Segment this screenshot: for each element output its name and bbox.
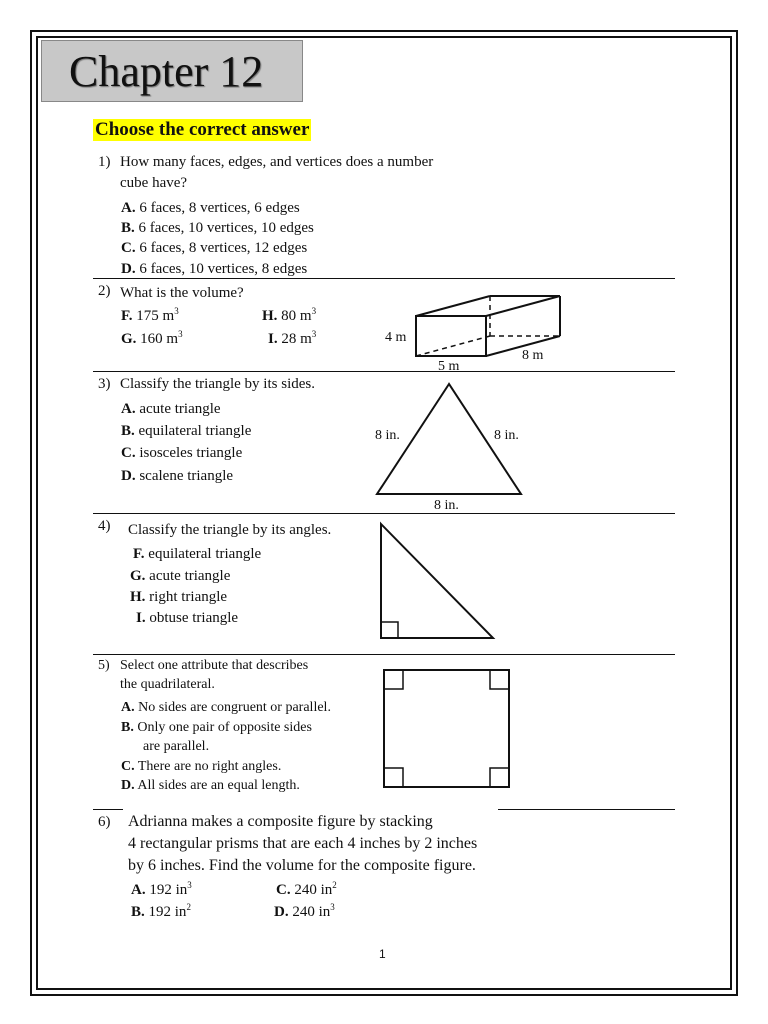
q6-option-c[interactable]: C. 240 $in^2$ [276, 880, 337, 898]
q4-option-h[interactable]: H. right triangle [130, 589, 228, 605]
q5-option-b[interactable]: B. Only one pair of opposite sides [121, 720, 312, 735]
q5-number: 5) [98, 658, 110, 673]
q4-number: 4) [98, 518, 111, 534]
q4-option-i[interactable]: I. obtuse triangle [136, 610, 239, 626]
q1-option-c[interactable]: C. 6 faces, 8 vertices, 12 edges [121, 240, 308, 256]
q5-text-line2: the quadrilateral. [120, 677, 215, 692]
q6-text-line3: by 6 inches. Find the volume for the composite figure. [128, 857, 476, 874]
triangle-bottom-label: 8 in. [434, 498, 459, 513]
q2-option-i[interactable]: I. 28 $m^3$ [268, 329, 317, 347]
prism-height-label: 4 m [385, 330, 407, 345]
triangle-right-label: 8 in. [494, 428, 519, 443]
divider [498, 809, 675, 810]
q6-number: 6) [98, 814, 111, 830]
q5-option-d[interactable]: D. All sides are an equal length. [121, 778, 300, 793]
instruction-highlight: Choose the correct answer [95, 119, 310, 140]
q4-option-g[interactable]: G. acute triangle [130, 568, 231, 584]
q3-option-a[interactable]: A. acute triangle [121, 401, 221, 417]
q5-option-c[interactable]: C. There are no right angles. [121, 759, 282, 774]
page-number: 1 [379, 947, 386, 961]
q3-number: 3) [98, 376, 111, 392]
q6-text-line2: 4 rectangular prisms that are each 4 inches by 2 inches [128, 835, 478, 852]
q3-option-b[interactable]: B. equilateral triangle [121, 423, 252, 439]
q3-option-c[interactable]: C. isosceles triangle [121, 445, 243, 461]
q6-option-a[interactable]: A. 192 $in^3$ [131, 880, 192, 898]
q1-option-d[interactable]: D. 6 faces, 10 vertices, 8 edges [121, 261, 308, 277]
q2-option-g[interactable]: G. 160 $m^3$ [121, 329, 183, 347]
q1-option-b[interactable]: B. 6 faces, 10 vertices, 10 edges [121, 220, 314, 236]
triangle-left-label: 8 in. [375, 428, 400, 443]
q3-option-d[interactable]: D. scalene triangle [121, 468, 234, 484]
q5-option-a[interactable]: A. No sides are congruent or parallel. [121, 700, 331, 715]
q4-option-f[interactable]: F. equilateral triangle [133, 546, 262, 562]
chapter-title: Chapter 12 [41, 40, 303, 102]
q5-option-b-line2: are parallel. [143, 739, 210, 754]
q6-option-d[interactable]: D. 240 $in^3$ [274, 902, 335, 920]
q1-text-line1: How many faces, edges, and vertices does a number [120, 154, 434, 170]
q6-text-line1: Adrianna makes a composite figure by stacking [128, 813, 433, 830]
q5-text-line1: Select one attribute that describes [120, 658, 309, 673]
q2-text: What is the volume? [120, 285, 244, 301]
divider [93, 809, 123, 810]
q2-option-h[interactable]: H. 80 $m^3$ [262, 306, 317, 324]
q1-text-line2: cube have? [120, 175, 188, 191]
q1-number: 1) [98, 154, 111, 170]
prism-width-label: 5 m [438, 359, 460, 374]
q3-text: Classify the triangle by its sides. [120, 376, 315, 392]
q6-option-b[interactable]: B. 192 $in^2$ [131, 902, 191, 920]
prism-depth-label: 8 m [522, 348, 544, 363]
q2-number: 2) [98, 283, 111, 299]
q4-text: Classify the triangle by its angles. [128, 522, 332, 538]
q1-option-a[interactable]: A. 6 faces, 8 vertices, 6 edges [121, 200, 300, 216]
q2-option-f[interactable]: F. 175 $m^3$ [121, 306, 179, 324]
